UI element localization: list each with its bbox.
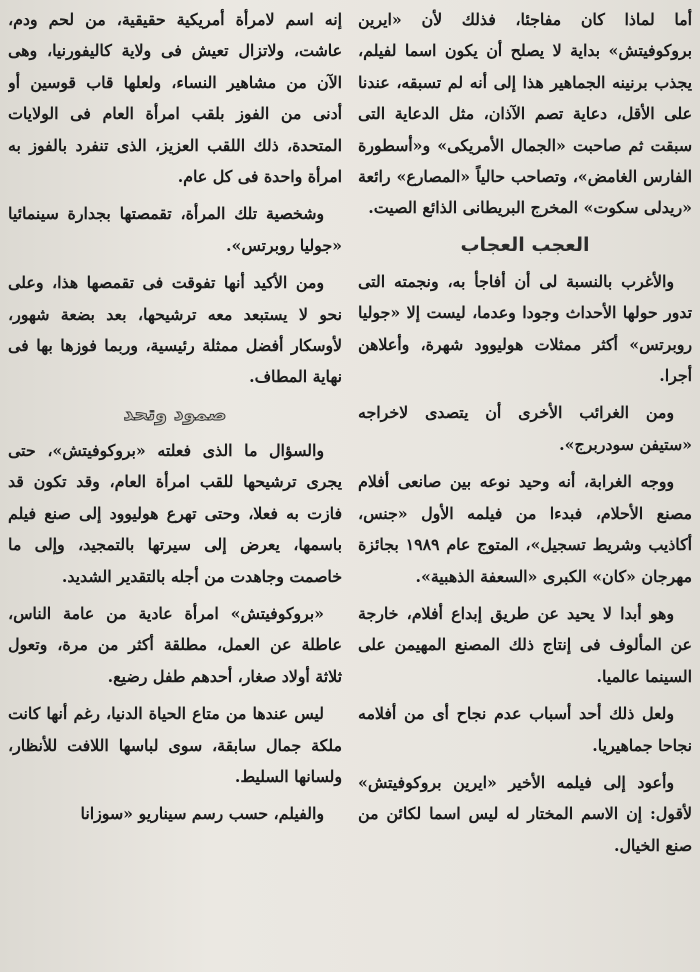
paragraph: ولعل ذلك أحد أسباب عدم نجاح أى من أفلامه نجاحا جماهيريا. [358,704,692,755]
article-columns [8,4,692,972]
paragraph: ووجه الغرابة، أنه وحيد نوعه بين صانعى أفلام مصنع الأحلام، فبدءا من فيلمه الأول «جنس، أكاذيب وشريط تسجيل»، المتوج عام ١٩٨٩ بجائزة مهرجان «كان» الكبرى «السعفة الذهبية». [358,472,692,586]
paragraph: وشخصية تلك المرأة، تقمصتها بجدارة سينمائيا «جوليا روبرتس». [8,204,342,255]
paragraph: وهو أبدا لا يحيد عن طريق إبداع أفلام، خارجة عن المألوف فى إنتاج ذلك المصنع المهيمن على السينما عالميا. [358,603,692,686]
paragraph: وأعود إلى فيلمه الأخير «ايرين بروكوفيتش» لأقول: إن الاسم المختار له ليس اسما لكائن من صنع الخيال. [358,772,692,855]
paragraph: ومن الغرائب الأخرى أن يتصدى لاخراجه «ستيفن سودربرج». [358,403,692,454]
paragraph: والفيلم، حسب رسم سيناريو «سوزانا [80,804,324,824]
paragraph: ليس عندها من متاع الحياة الدنيا، رغم أنها كانت ملكة جمال سابقة، سوى لباسها اللافت للأنظار، ولسانها السليط. [8,704,342,786]
paragraph: والأغرب بالنسبة لى أن أفاجأ به، ونجمته التى تدور حولها الأحداث وجودا وعدما، ليست إلا «جوليا روبرتس» أكثر ممثلات هوليوود شهرة، وأعلاهن أجرا. [358,271,692,386]
paragraph: إنه اسم لامرأة أمريكية حقيقية، من لحم ودم، عاشت، ولاتزال تعيش فى ولاية كاليفورنيا، وهى الآن من مشاهير النساء، ولعلها قاب قوسين أو أدنى من الفوز بلقب امرأة العام فى الولايات المتحدة، ذلك اللقب العزيز، الذى تنفرد بالفوز به امرأة واحدة فى كل عام. [8,10,342,187]
paragraph: «بروكوفيتش» امرأة عادية من عامة الناس، عاطلة عن العمل، مطلقة أكثر من مرة، وتعول ثلاثة أولاد صغار، أحدهم طفل رضيع. [8,603,342,686]
paragraph: أما لماذا كان مفاجئا، فذلك لأن «ايرين بروكوفيتش» بداية لا يصلح أن يكون اسما لفيلم، يجذب برنينه الجماهير هذا إلى أنه لم تسبقه، عندنا على الأقل، دعاية تصم الآذان، مثل الدعاية التى سبقت ثم صاحبت «الجمال الأمريكى» و«أسطورة الفارس الغامض»، وتصاحب حالياً «المصارع» رائعة «ريدلى سكوت» المخرج البريطانى الذائع الصيت. [358,10,692,218]
paragraph: والسؤال ما الذى فعلته «بروكوفيتش»، حتى يجرى ترشيحها للقب امرأة العام، وقد تكون قد فازت به فعلا، وحتى تهرع هوليوود إلى صنع فيلم باسمها، يعرض إلى سيرتها بالتمجيد، وإلى ما خاصمت وجاهدت من أجله بالتقدير الشديد. [8,440,342,586]
left-column [8,4,342,972]
section-heading: العجب العجاب [460,233,590,256]
paragraph: ومن الأكيد أنها تفوقت فى تقمصها هذا، وعلى نحو لا يستبعد معه ترشيحها، بعد بضعة شهور، لأوسكار أفضل ممثلة رئيسية، وربما فوزها بها فى نهاية المطاف. [8,273,342,387]
section-heading: صمود وتحد [123,402,227,425]
right-column [358,4,692,972]
